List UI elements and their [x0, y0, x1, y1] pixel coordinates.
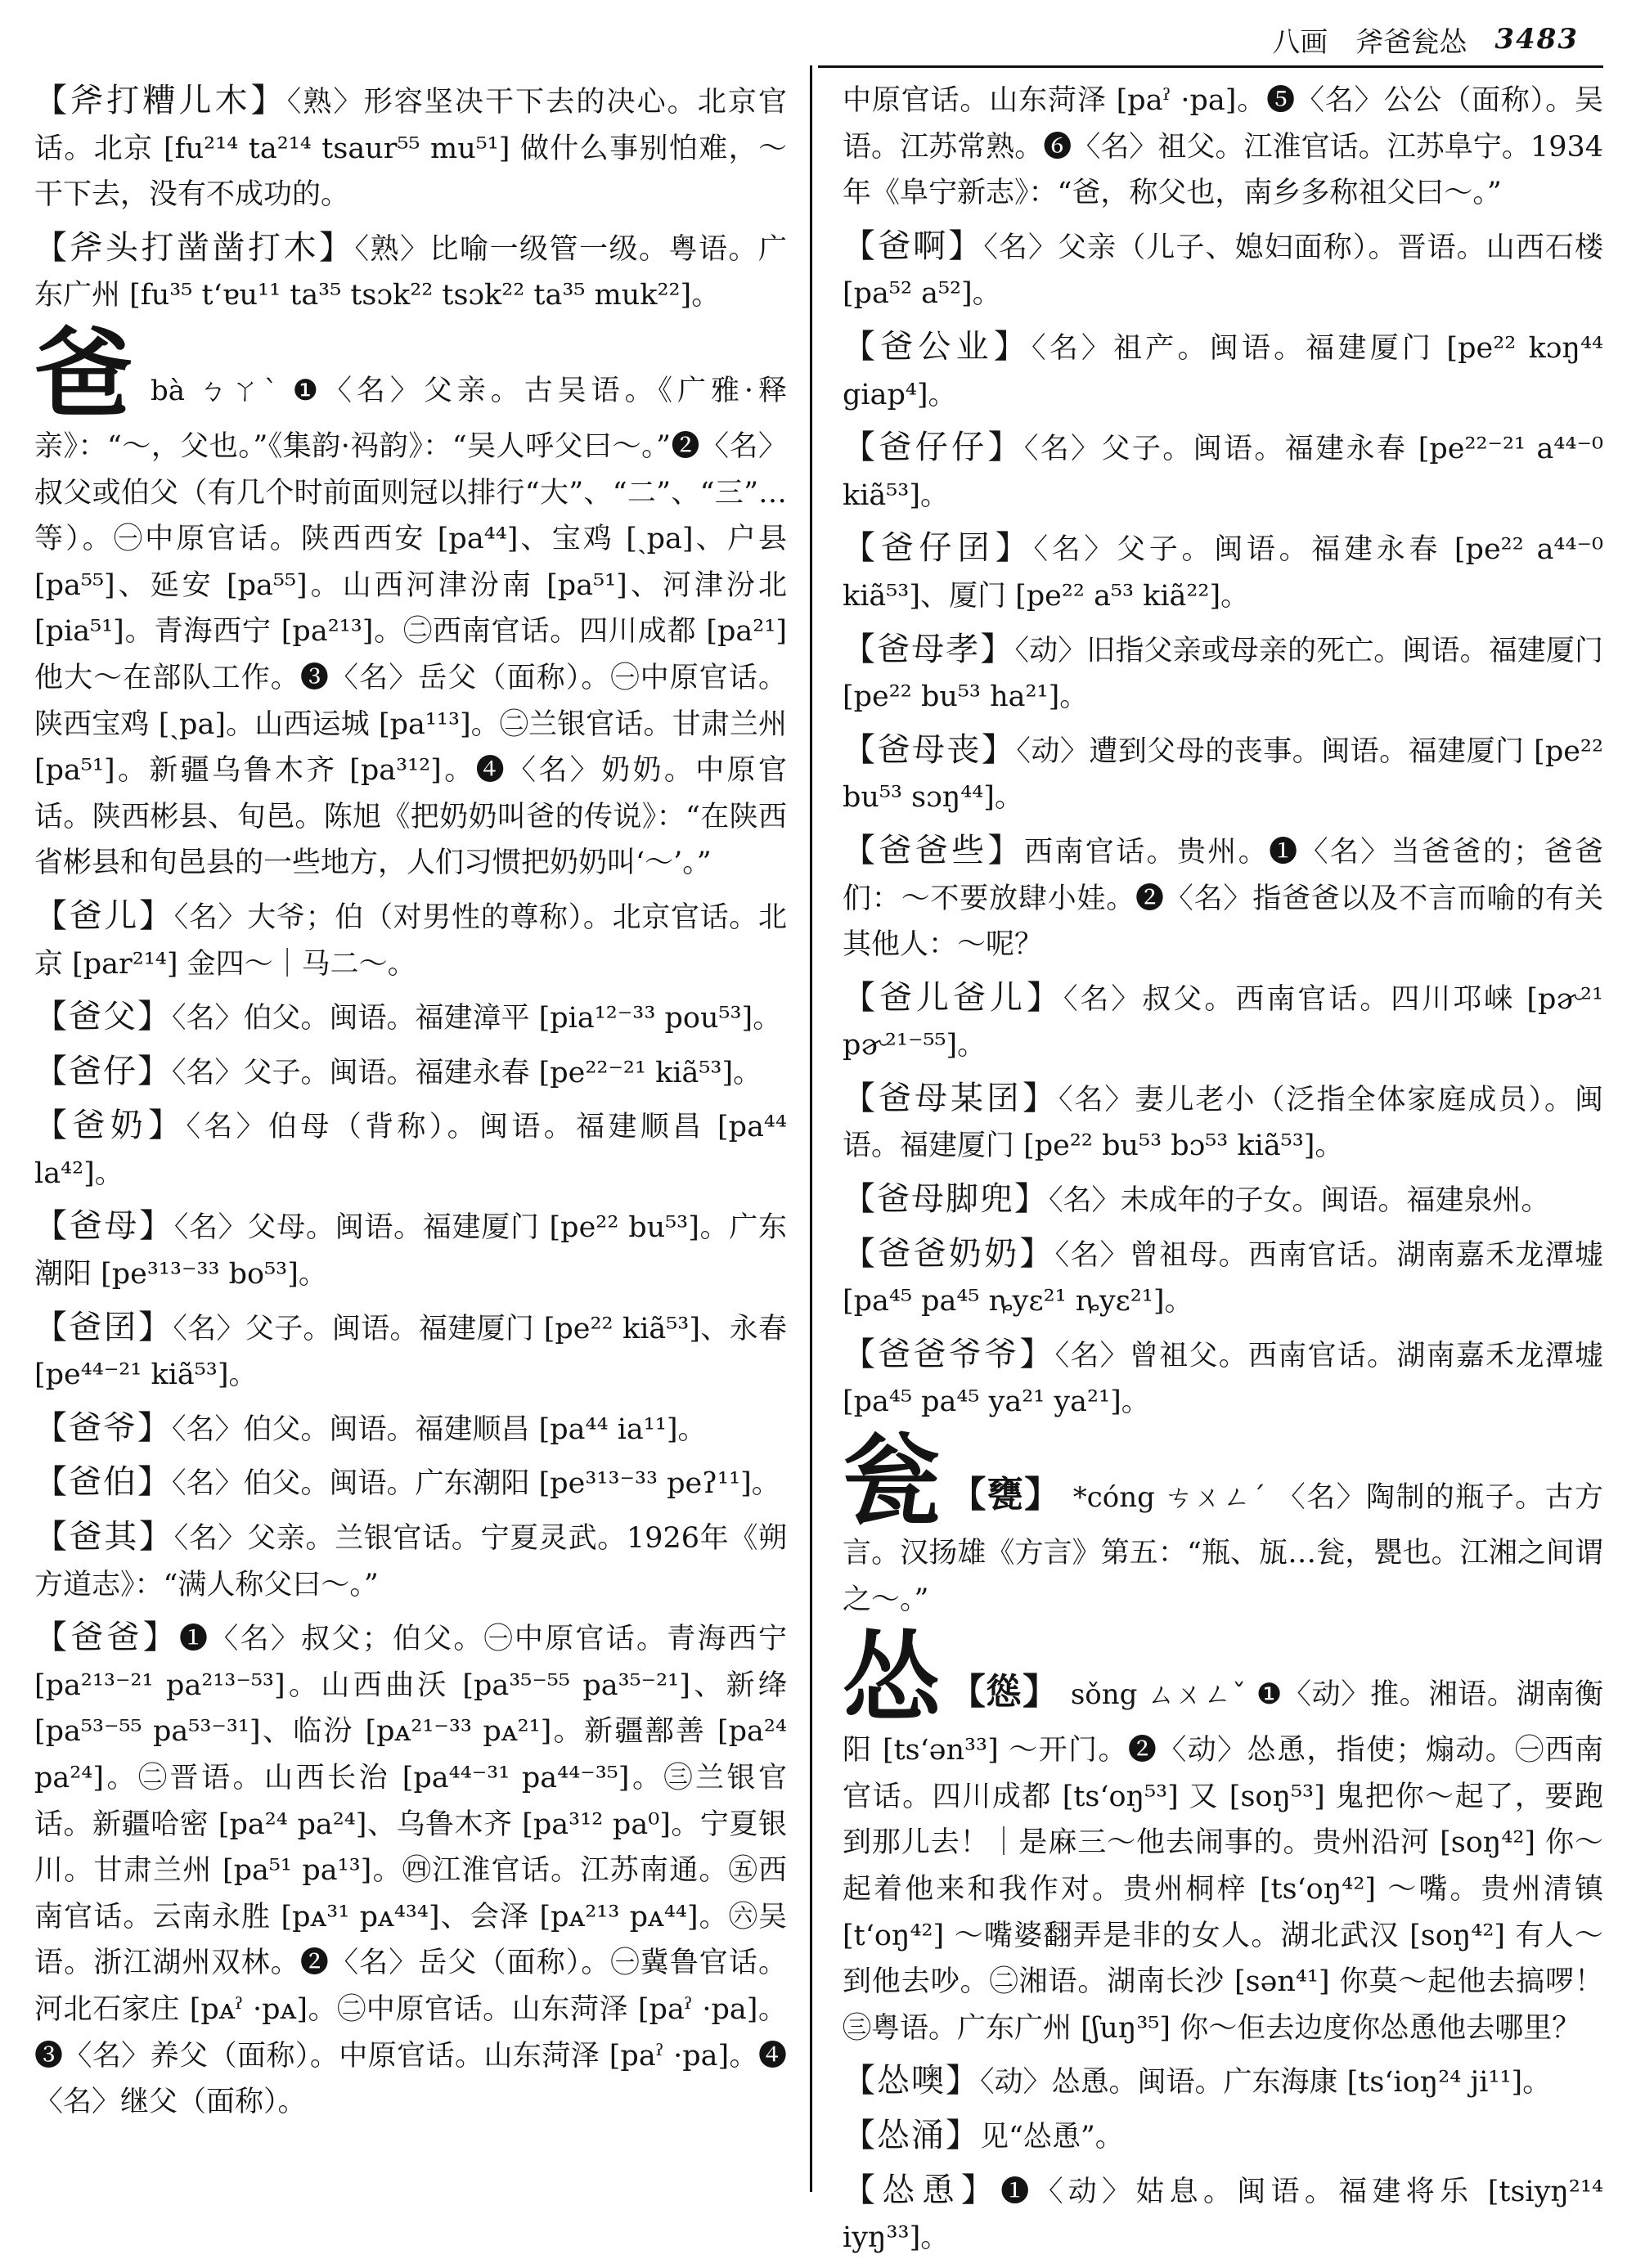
entry-text: 〈名〉伯父。闽语。福建顺昌 [pa⁴⁴ ia¹¹]。: [172, 1412, 707, 1446]
entry-text: 〈名〉曾祖父。西南官话。湖南嘉禾龙潭墟 [pa⁴⁵ pa⁴⁵ ya²¹ ya²¹]。: [843, 1339, 1603, 1419]
head-character: 爸: [34, 316, 137, 432]
entry: [34, 1405, 787, 1453]
pinyin: sǒng ㄙㄨㄥˇ: [1070, 1678, 1247, 1712]
entry-text: ❶〈动〉推。湘语。湖南衡阳 [tsʻən³³] ～开门。❷〈动〉怂恿，指使；煽动。㊀西南官话。四川成都 [tsʻoŋ⁵³] 又 [soŋ⁵³] 鬼把你～起了，要跑到那儿去！｜是麻三～他去闹事的。贵州沿河 [soŋ⁴²] 你～起着他来和我作对。贵州桐梓 [tsʻoŋ⁴²] ～嘴。贵州清镇 [tʻoŋ⁴²] ～嘴婆翻弄是非的女人。湖北武汉 [soŋ⁴²] 有人～到他去吵。㊁湘语。湖南长沙 [sən⁴¹] 你莫～起他去搞啰！㊂粤语。广东广州 [ʃuŋ³⁵] 你～佢去边度你怂恿他去哪里？: [843, 1678, 1604, 2045]
pinyin: bà ㄅㄚˋ: [150, 374, 283, 407]
header-rule: [818, 65, 1603, 68]
entry: [34, 1049, 787, 1097]
page-header: [1121, 15, 1579, 64]
entry-text: 见“怂恿”。: [980, 2120, 1124, 2153]
entry: [34, 1305, 787, 1399]
column-divider: [810, 65, 812, 2192]
entry-headword: 【怂涌】: [843, 2116, 980, 2154]
entry: [843, 1076, 1603, 1170]
entry: [843, 324, 1603, 418]
entry-text: 〈名〉父亲（儿子、媳妇面称）。晋语。山西石楼 [pa⁵² a⁵²]。: [843, 231, 1603, 311]
entry: [843, 1332, 1603, 1426]
entry: [34, 994, 787, 1042]
entry-headword: 【爸爸奶奶】: [843, 1234, 1055, 1273]
entry-text: 〈名〉父子。闽语。福建永春 [pe²² a⁴⁴⁻⁰ kiã⁵³]、厦门 [pe²² a⁵³ kiã²²]。: [843, 533, 1603, 613]
entry-text: 〈名〉父子。闽语。福建永春 [pe²²⁻²¹ kiã⁵³]。: [172, 1056, 762, 1089]
entry-headword: 【爸仔】: [34, 1052, 172, 1090]
entry-text: 中原官话。山东菏泽 [paˀ ·pa]。❺〈名〉公公（面称）。吴语。江苏常熟。❻〈名〉祖父。江淮官话。江苏阜宁。1934年《阜宁新志》：“爸，称父也，南乡多称祖父曰～。”: [843, 84, 1603, 210]
character-entry: [34, 316, 787, 887]
entry-text: 〈名〉伯母（背称）。闽语。福建顺昌 [pa⁴⁴ la⁴²]。: [34, 1111, 787, 1190]
entry-text: 〈名〉父亲。兰银官话。宁夏灵武。1926年《朔方道志》：“满人称父曰～。”: [34, 1522, 788, 1601]
character-entry: [843, 1423, 1603, 1623]
entry-text: 〈名〉祖产。闽语。福建厦门 [pe²² kɔŋ⁴⁴ giap⁴]。: [843, 331, 1603, 411]
entry-headword: 【爸母脚兜】: [843, 1180, 1049, 1219]
entry-text: 〈名〉父子。闽语。福建永春 [pe²²⁻²¹ a⁴⁴⁻⁰ kiã⁵³]。: [843, 433, 1603, 512]
entry-headword: 【爸儿爸儿】: [843, 978, 1063, 1017]
entry: [843, 975, 1603, 1069]
entry-text: 〈名〉伯父。闽语。广东潮阳 [pe³¹³⁻³³ peʔ¹¹]。: [172, 1467, 780, 1501]
entry-text: 〈名〉妻儿老小（泛指全体家庭成员）。闽语。福建厦门 [pe²² bu⁵³ bɔ⁵³ kiã⁵³]。: [843, 1083, 1603, 1163]
traditional-form: 【甕】: [950, 1474, 1062, 1516]
character-entry: [843, 1620, 1604, 2051]
entry-text: 〈名〉父母。闽语。福建厦门 [pe²² bu⁵³]。广东潮阳 [pe³¹³⁻³³ bo⁵³]。: [34, 1211, 788, 1291]
page-number: 3483: [1494, 23, 1579, 56]
entry: [34, 1514, 787, 1608]
entry: [34, 78, 787, 218]
entry-headword: 【爸母某囝】: [843, 1079, 1058, 1117]
pinyin: *cóng ㄘㄨㄥˊ: [1072, 1481, 1267, 1515]
entry: [34, 1615, 787, 2126]
entry-text: 〈熟〉比喻一级管一级。粤语。广东广州 [fu³⁵ tʻɐu¹¹ ta³⁵ tsɔk²² tsɔk²² ta³⁵ muk²²]。: [34, 232, 787, 312]
entry-text: ❶〈名〉父亲。古吴语。《广雅·释亲》：“～，父也。”《集韵·祃韵》：“吴人呼父曰～。”❷〈名〉叔父或伯父（有几个时前面则冠以排行“大”、“二”、“三”…等）。㊀中原官话。陕西西安 [pa⁴⁴]、宝鸡 [ˏpa]、户县 [pa⁵⁵]、延安 [pa⁵⁵]。山西河津汾南 [pa⁵¹]、河津汾北 [pia⁵¹]。青海西宁 [pa²¹³]。㊁西南官话。四川成都 [pa²¹] 他大～在部队工作。❸〈名〉岳父（面称）。㊀中原官话。陕西宝鸡 [ˏpa]。山西运城 [pa¹¹³]。㊁兰银官话。甘肃兰州 [pa⁵¹]。新疆乌鲁木齐 [pa³¹²]。❹〈名〉奶奶。中原官话。陕西彬县、旬邑。陈旭《把奶奶叫爸的传说》：“在陕西省彬县和旬邑县的一些地方，人们习惯把奶奶叫‘～’。”: [34, 374, 787, 880]
entry: [843, 2058, 1603, 2106]
entry: [843, 2113, 1603, 2161]
entry-text: 〈动〉遭到父母的丧事。闽语。福建厦门 [pe²² bu⁵³ sɔŋ⁴⁴]。: [843, 734, 1603, 815]
entry-headword: 【爸爷】: [34, 1408, 172, 1447]
entry: [843, 828, 1603, 968]
entry-headword: 【爸其】: [34, 1518, 174, 1556]
entry: [843, 2167, 1603, 2261]
traditional-form: 【慫】: [949, 1671, 1059, 1713]
entry-text: 〈名〉叔父。西南官话。四川邛崃 [pɚ²¹ pɚ²¹⁻⁵⁵]。: [843, 982, 1604, 1062]
entry: [843, 727, 1603, 821]
entry: [843, 223, 1603, 317]
entry-text: 〈熟〉形容坚决干下去的决心。北京官话。北京 [fu²¹⁴ ta²¹⁴ tsaur⁵⁵ mu⁵¹] 做什么事别怕难，～干下去，没有不成功的。: [34, 86, 787, 212]
entry-headword: 【爸儿】: [34, 896, 174, 935]
section-label: 八画: [1272, 25, 1328, 59]
entry-headword: 【爸父】: [34, 998, 172, 1036]
entry-text: 〈名〉父子。闽语。福建厦门 [pe²² kiã⁵³]、永春 [pe⁴⁴⁻²¹ kiã⁵³]。: [34, 1312, 788, 1392]
entry-text: ❶〈动〉姑息。闽语。福建将乐 [tsiyŋ²¹⁴ iyŋ³³]。: [843, 2175, 1603, 2255]
entry-headword: 【爸爸爷爷】: [843, 1335, 1055, 1373]
entry-headword: 【斧头打凿凿打木】: [34, 228, 355, 267]
entry-headword: 【爸母】: [34, 1207, 174, 1246]
entry-text: 〈名〉曾祖母。西南官话。湖南嘉禾龙潭墟 [pa⁴⁵ pa⁴⁵ ȵyɛ²¹ ȵyɛ²¹]。: [843, 1238, 1603, 1318]
entry: [34, 1459, 787, 1507]
entry-headword: 【怂恿】: [843, 2171, 1001, 2209]
entry-text: 〈名〉未成年的子女。闽语。福建泉州。: [1049, 1184, 1550, 1218]
entry-continuation: [843, 78, 1603, 217]
entry-text: 〈名〉大爷；伯（对男性的尊称）。北京官话。北京 [par²¹⁴] 金四～｜马二～。: [34, 900, 787, 981]
entry: [843, 1176, 1603, 1224]
entry-headword: 【爸仔囝】: [843, 529, 1034, 568]
entry-headword: 【爸爸些】: [843, 831, 1024, 869]
entry-headword: 【爸仔仔】: [843, 429, 1024, 467]
entry: [34, 1203, 787, 1297]
entry: [34, 1103, 787, 1197]
entry-text: ❶〈名〉叔父；伯父。㊀中原官话。青海西宁 [pa²¹³⁻²¹ pa²¹³⁻⁵³]。山西曲沃 [pa³⁵⁻⁵⁵ pa³⁵⁻²¹]、新绛 [pa⁵³⁻⁵⁵ pa⁵³⁻³¹]、临汾 [pᴀ²¹⁻³³ pᴀ²¹]。新疆鄯善 [pa²⁴ pa²⁴]。㊁晋语。山西长治 [pa⁴⁴⁻³¹ pa⁴⁴⁻³⁵]。㊂兰银官话。新疆哈密 [pa²⁴ pa²⁴]、乌鲁木齐 [pa³¹² pa⁰]。宁夏银川。甘肃兰州 [pa⁵¹ pa¹³]。㊃江淮官话。江苏南通。㊄西南官话。云南永胜 [pᴀ³¹ pᴀ⁴³⁴]、会泽 [pᴀ²¹³ pᴀ⁴⁴]。㊅吴语。浙江湖州双林。❷〈名〉岳父（面称）。㊀冀鲁官话。河北石家庄 [pᴀˀ ·pᴀ]。㊁中原官话。山东菏泽 [paˀ ·pa]。❸〈名〉养父（面称）。中原官话。山东菏泽 [paˀ ·pa]。❹〈名〉继父（面称）。: [34, 1623, 787, 2119]
entry: [843, 525, 1603, 619]
entry: [843, 424, 1603, 519]
entry-text: 〈动〉怂恿。闽语。广东海康 [tsʻioŋ²⁴ ji¹¹]。: [980, 2066, 1552, 2100]
entry: [843, 1231, 1603, 1325]
head-character: 怂: [843, 1620, 942, 1736]
entry-headword: 【爸母丧】: [843, 730, 1017, 769]
header-chars: 斧爸瓮怂: [1355, 25, 1467, 59]
entry: [34, 225, 787, 319]
entry-text: 〈动〉旧指父亲或母亲的死亡。闽语。福建厦门 [pe²² bu⁵³ ha²¹]。: [843, 634, 1603, 714]
left-column: [34, 78, 787, 2132]
entry-headword: 【爸母孝】: [843, 630, 1015, 668]
entry-text: 〈名〉陶制的瓶子。古方言。汉扬雄《方言》第五：“瓶、瓬…瓮，甖也。江湘之间谓之～。”: [843, 1481, 1603, 1616]
entry-headword: 【爸公业】: [843, 327, 1031, 366]
entry-text: 〈名〉伯父。闽语。福建漳平 [pia¹²⁻³³ pou⁵³]。: [172, 1002, 782, 1035]
entry-headword: 【爸伯】: [34, 1463, 172, 1502]
entry-text: 西南官话。贵州。❶〈名〉当爸爸的；爸爸们：～不要放肆小娃。❷〈名〉指爸爸以及不言而喻的有关其他人：～呢？: [843, 835, 1603, 962]
head-character: 瓮: [843, 1423, 942, 1539]
entry: [34, 893, 787, 987]
entry: [843, 627, 1603, 721]
entry-headword: 【斧打糟儿木】: [34, 82, 287, 119]
entry-headword: 【爸啊】: [843, 227, 984, 265]
entry-headword: 【爸爸】: [34, 1619, 180, 1657]
entry-headword: 【怂噢】: [843, 2062, 980, 2100]
entry-headword: 【爸奶】: [34, 1107, 187, 1145]
right-column: [843, 78, 1603, 2268]
entry-headword: 【爸囝】: [34, 1308, 173, 1346]
